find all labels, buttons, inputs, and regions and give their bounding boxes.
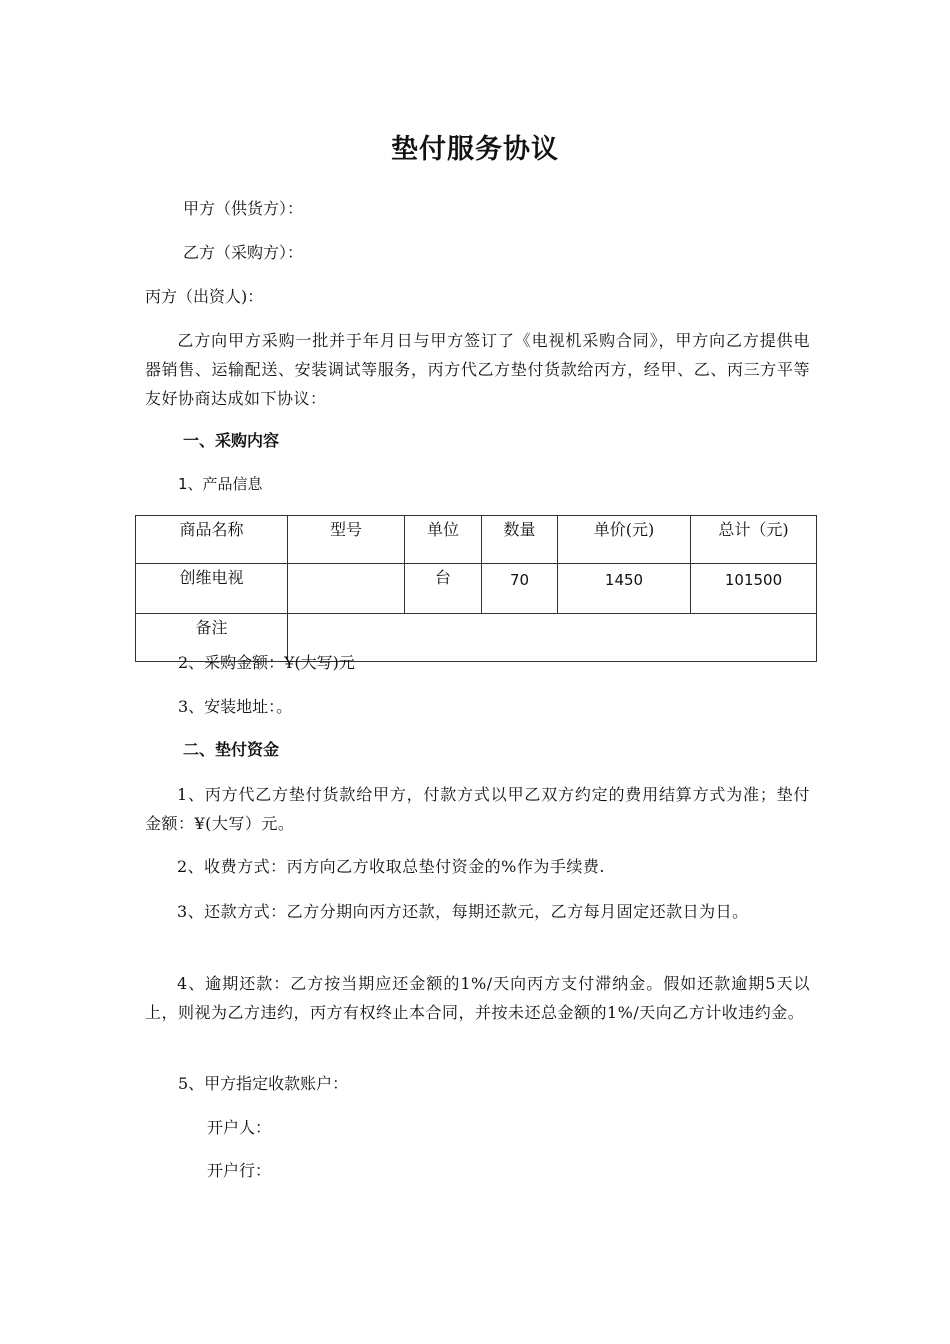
intro-paragraph: [145, 326, 810, 413]
unit-price-cell: 1450: [558, 564, 691, 614]
model-cell: [288, 564, 405, 614]
table-header-row: [136, 516, 817, 564]
product-name-cell: 创维电视: [136, 564, 288, 614]
advance-text-3: 3、还款方式：乙方分期向丙方还款，每期还款元，乙方每月固定还款日为日。: [177, 902, 749, 921]
product-info-label: 1、产品信息: [178, 475, 263, 493]
section2-heading: 二、垫付资金: [183, 740, 280, 759]
account-heading-line: 5、甲方指定收款账户：: [178, 1074, 349, 1093]
party-a-line: 甲方（供货方）：: [183, 199, 304, 218]
advance-text-1: 1、丙方代乙方垫付货款给甲方，付款方式以甲乙双方约定的费用结算方式为准；垫付金额：¥(大写）元。: [145, 785, 810, 833]
unit-cell: 台: [405, 564, 482, 614]
install-address-line: 3、安装地址：。: [178, 697, 293, 716]
advance-text-2: 2、收费方式：丙方向乙方收取总垫付资金的%作为手续费.: [177, 857, 605, 876]
remark-label-cell: 备注: [136, 614, 288, 662]
account-bank-line: 开户行：: [207, 1161, 272, 1180]
advance-paragraph-4: [145, 969, 810, 1027]
advance-paragraph-3: [145, 897, 810, 926]
advance-text-4: 4、逾期还款：乙方按当期应还金额的1%/天向丙方支付滞纳金。假如还款逾期5天以上，则视为乙方违约，丙方有权终止本合同，并按未还总金额的1%/天向乙方计收违约金。: [145, 974, 810, 1022]
party-b-line: 乙方（采购方）：: [183, 243, 304, 262]
total-cell: 101500: [691, 564, 817, 614]
advance-paragraph-1: [145, 780, 810, 838]
remark-value-cell: [288, 614, 817, 662]
intro-text: 乙方向甲方采购一批并于年月日与甲方签订了《电视机采购合同》，甲方向乙方提供电器销售、运输配送、安装调试等服务，丙方代乙方垫付货款给丙方，经甲、乙、丙三方平等友好协商达成如下协议：: [145, 331, 810, 408]
header-cell: 商品名称: [136, 516, 288, 564]
header-cell: 单位: [405, 516, 482, 564]
header-cell: 总计（元): [691, 516, 817, 564]
quantity-cell: 70: [482, 564, 558, 614]
advance-paragraph-2: [145, 852, 810, 881]
purchase-amount-line: 2、采购金额：¥(大写)元: [178, 653, 355, 672]
header-cell: 单价(元): [558, 516, 691, 564]
header-cell: 型号: [288, 516, 405, 564]
header-cell: 数量: [482, 516, 558, 564]
document-title: 垫付服务协议: [391, 134, 559, 165]
section1-heading: 一、采购内容: [183, 431, 280, 450]
product-table: [135, 515, 817, 662]
account-holder-line: 开户人：: [207, 1118, 272, 1137]
party-c-line: 丙方（出资人)：: [145, 287, 264, 306]
table-row: [136, 564, 817, 614]
